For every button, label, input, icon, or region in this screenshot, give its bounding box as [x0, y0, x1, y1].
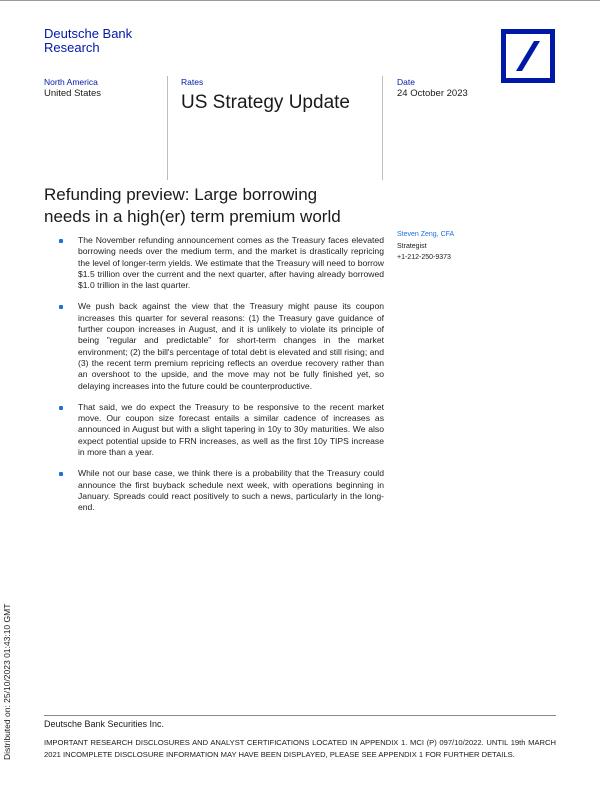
- page-title: US Strategy Update: [181, 92, 350, 113]
- bullet-marker-icon: [59, 406, 63, 410]
- headline-line-1: Refunding preview: Large borrowing: [44, 185, 318, 204]
- brand-line-2: Research: [44, 40, 100, 55]
- distribution-stamp: Distributed on: 25/10/2023 01:43:10 GMT: [2, 603, 12, 760]
- column-divider-right: [382, 76, 383, 180]
- footer-entity: Deutsche Bank Securities Inc.: [44, 719, 165, 729]
- region-label: North America: [44, 77, 98, 87]
- disclosure-text: IMPORTANT RESEARCH DISCLOSURES AND ANALYST CERTIFICATIONS LOCATED IN APPENDIX 1. MCI (P) 097/10/2022. UNTIL 19th MARCH 2021 INCOMPLETE DISCLOSURE INFORMATION MAY HAVE BEEN DISPLAYED, PLEASE SEE APPENDIX 1 FOR FURTHER DETAILS.: [44, 738, 556, 759]
- column-divider-left: [167, 76, 168, 180]
- headline-line-2: needs in a high(er) term premium world: [44, 207, 341, 226]
- bullet-item: [44, 301, 384, 391]
- bullet-text: The November refunding announcement comes as the Treasury faces elevated borrowing needs over the medium term, and the market is drastically repricing the level of longer-term yields. We estimate that the Treasury will need to borrow $1.5 trillion over the current and the next quarter, after having already borrowed $1.0 trillion in the last quarter.: [78, 235, 384, 291]
- bullet-item: [44, 402, 384, 458]
- report-headline: [44, 184, 394, 228]
- deutsche-bank-logo-icon: [501, 29, 555, 83]
- analyst-phone: +1-212-250-9373: [397, 254, 451, 261]
- brand-name: [44, 27, 132, 55]
- analyst-role: Strategist: [397, 243, 427, 250]
- date-value: 24 October 2023: [397, 88, 468, 99]
- category-label: Rates: [181, 77, 204, 87]
- analyst-name[interactable]: Steven Zeng, CFA: [397, 231, 455, 238]
- bullet-text: We push back against the view that the Treasury might pause its coupon increases this quarter for several reasons: (1) the Treasury gave guidance of further coupon increases in August, and it is unlikely to violate its principle of being "regular and predictable" for short-term changes in the market environment; (2) the bill's percentage of total debt is elevated and still rising; and (3) the recent term premium repricing reflects an overdue recovery rather than an overshoot to the upside, and the move may not be fully finished yet, so delaying increases into the future could be counterproductive.: [78, 301, 384, 391]
- date-label: Date: [397, 77, 415, 87]
- footer-divider: [44, 715, 556, 716]
- summary-bullet-list: [44, 235, 384, 524]
- bullet-item: [44, 235, 384, 291]
- top-border-line: [0, 0, 600, 1]
- bullet-text: That said, we do expect the Treasury to be responsive to the recent market move. Our coupon size forecast entails a similar cadence of increases as announced in August but with a slight tapering in 10y to 30y maturities. We also expect potential upside to FRN increases, as well as the first 10y TIPS increase in more than a year.: [78, 401, 384, 458]
- bullet-marker-icon: [59, 239, 63, 243]
- bullet-marker-icon: [59, 472, 63, 476]
- brand-line-1: Deutsche Bank: [44, 26, 133, 41]
- bullet-marker-icon: [59, 305, 63, 309]
- bullet-text: While not our base case, we think there is a probability that the Treasury could announce the first buyback schedule next week, with operations beginning in January. Spreads could react positively to such a news, particularly in the long-end.: [78, 468, 384, 513]
- region-value: United States: [44, 88, 102, 99]
- bullet-item: [44, 468, 384, 513]
